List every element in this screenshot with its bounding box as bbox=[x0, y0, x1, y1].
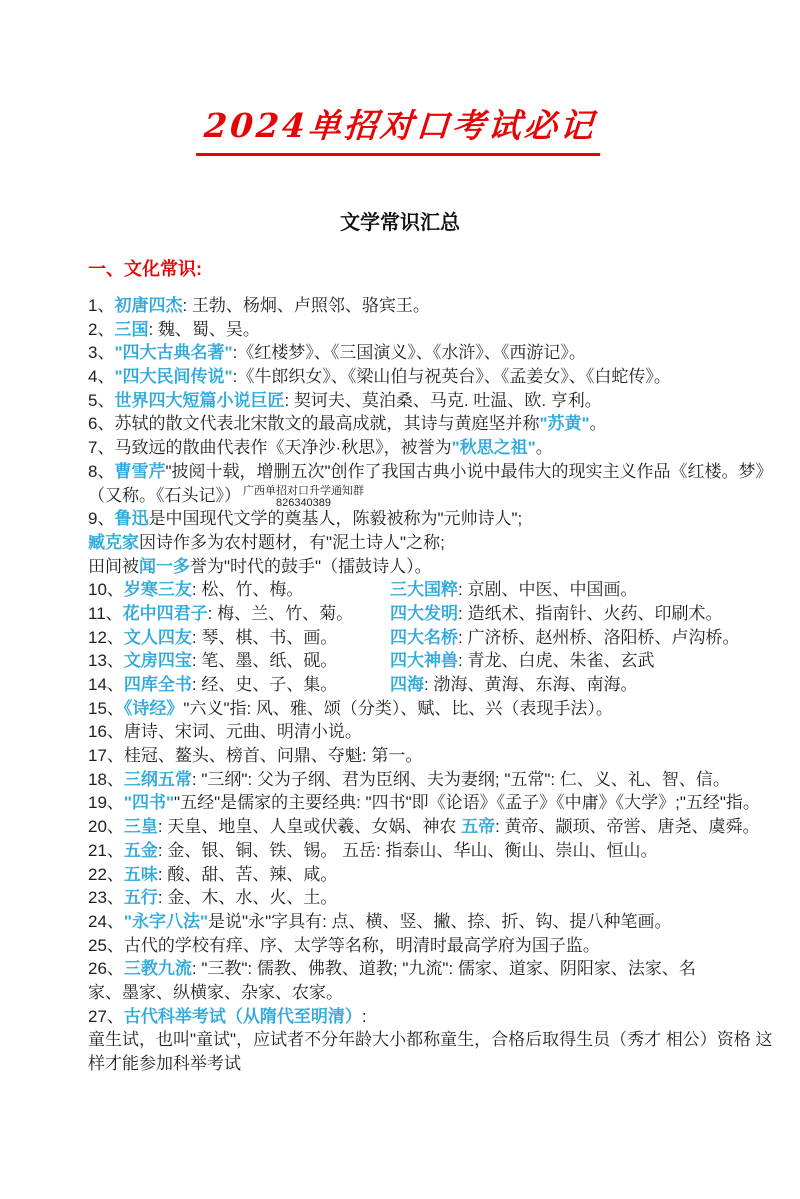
body-text: 3、 bbox=[88, 343, 115, 363]
body-text: 2、 bbox=[88, 319, 115, 339]
highlighted-term: "永字八法" bbox=[123, 911, 209, 931]
list-line bbox=[88, 531, 748, 555]
body-text: 4、 bbox=[88, 367, 115, 387]
list-line bbox=[88, 697, 748, 721]
body-text: : 松、竹、梅。 bbox=[191, 580, 304, 600]
body-text: 家、墨家、纵横家、杂家、农家。 bbox=[88, 982, 343, 1002]
list-line bbox=[88, 484, 748, 508]
body-text: 童生试，也叫"童试"，应试者不分年龄大小都称童生，合格后取得生员（秀才 相公）资格 这 bbox=[88, 1030, 773, 1050]
body-text: : 梅、兰、竹、菊。 bbox=[207, 603, 354, 623]
body-text: 因诗作多为农村题材，有"泥土诗人"之称; bbox=[139, 532, 445, 552]
highlighted-term: "四大民间传说" bbox=[114, 367, 233, 387]
body-text: : 经、史、子、集。 bbox=[191, 675, 338, 694]
highlighted-term: 三国 bbox=[114, 319, 149, 339]
highlighted-term: "四大古典名著" bbox=[114, 343, 233, 363]
list-line bbox=[88, 649, 748, 673]
list-line bbox=[88, 389, 748, 413]
body-text: : 琴、棋、书、画。 bbox=[191, 627, 338, 647]
highlighted-term: 三皇 bbox=[123, 817, 158, 837]
body-text: : 魏、蜀、吴。 bbox=[148, 319, 260, 339]
highlighted-term: 四大神兽 bbox=[390, 651, 458, 671]
body-text: : 天皇、地皇、人皇或伏羲、女娲、神农 bbox=[157, 817, 462, 837]
title-block bbox=[0, 100, 800, 156]
highlighted-term: 文人四友 bbox=[123, 627, 192, 647]
second-column bbox=[390, 626, 739, 650]
body-text: "六义"指: 风、雅、颂（分类）、赋、比、兴（表现手法）。 bbox=[183, 698, 613, 718]
body-text: 24、 bbox=[88, 911, 124, 931]
body-text: : 金、木、水、火、土。 bbox=[157, 888, 338, 908]
group-annotation-name: 广西单招对口升学通知群 bbox=[243, 484, 364, 497]
body-text: "五经"是儒家的主要经典: "四书"即《论语》《孟子》《中庸》《大学》;"五经"指。 bbox=[174, 793, 760, 813]
list-line bbox=[88, 1052, 748, 1076]
body-text: 是中国现代文学的奠基人，陈毅被称为"元帅诗人"; bbox=[148, 509, 523, 529]
list-line bbox=[88, 981, 748, 1005]
body-text: : 渤海、黄海、东海、南海。 bbox=[424, 675, 638, 694]
subtitle: 文学常识汇总 bbox=[340, 212, 460, 234]
list-line bbox=[88, 886, 748, 910]
list-line bbox=[88, 957, 748, 981]
list-line bbox=[88, 839, 748, 863]
body-text: 12、 bbox=[88, 627, 124, 647]
body-text: 14、 bbox=[88, 675, 124, 694]
list-line bbox=[88, 412, 748, 436]
body-text: 20、 bbox=[88, 817, 124, 837]
highlighted-term: "苏黄" bbox=[539, 414, 590, 434]
body-text: : "三纲": 父为子纲、君为臣纲、夫为妻纲; "五常": 仁、义、礼、智、信。 bbox=[191, 769, 730, 789]
highlighted-term: 四库全书 bbox=[123, 675, 192, 694]
body-text: 田间被 bbox=[88, 556, 139, 576]
body-text: 11、 bbox=[88, 603, 123, 623]
list-line bbox=[88, 863, 748, 887]
body-text: 誉为"时代的鼓手"（擂鼓诗人）。 bbox=[190, 556, 432, 576]
body-text: 10、 bbox=[88, 580, 124, 600]
body-text: 样才能参加科举考试 bbox=[88, 1054, 241, 1073]
body-text: 。 bbox=[535, 438, 553, 458]
highlighted-term: 五行 bbox=[123, 888, 158, 908]
highlighted-term: 花中四君子 bbox=[122, 603, 208, 623]
body-text: : 黄帝、颛顼、帝喾、唐尧、虞舜。 bbox=[495, 817, 760, 837]
body-text: : 酸、甜、苦、辣、咸。 bbox=[157, 864, 338, 884]
list-line bbox=[88, 507, 748, 531]
list-line bbox=[88, 341, 748, 365]
body-text: : 青龙、白虎、朱雀、玄武 bbox=[458, 651, 655, 671]
body-text: : 京剧、中医、中国画。 bbox=[458, 580, 638, 600]
body-text: :《红楼梦》、《三国演义》、《水浒》、《西游记》。 bbox=[232, 343, 586, 363]
body-text: 25、古代的学校有痒、序、太学等名称，明清时最高学府为国子监。 bbox=[88, 935, 600, 955]
list-line bbox=[88, 460, 773, 484]
highlighted-term: 五味 bbox=[123, 864, 158, 884]
second-column bbox=[390, 602, 722, 626]
body-text: 18、 bbox=[88, 769, 124, 789]
list-line bbox=[88, 673, 748, 697]
body-text: 是说"永"字具有: 点、横、竖、撇、捺、折、钩、提八种笔画。 bbox=[208, 911, 672, 931]
body-text: : "三教": 儒教、佛教、道教; "九流": 儒家、道家、阴阳家、法家、名 bbox=[191, 959, 696, 979]
second-column bbox=[390, 578, 637, 602]
highlighted-term: 臧克家 bbox=[88, 532, 139, 552]
body-text: : 广济桥、赵州桥、洛阳桥、卢沟桥。 bbox=[458, 627, 740, 647]
body-text: 27、 bbox=[88, 1006, 124, 1026]
body-text: : 金、银、铜、铁、锡。 五岳: 指泰山、华山、衡山、崇山、恒山。 bbox=[157, 840, 658, 860]
highlighted-term: 世界四大短篇小说巨匠 bbox=[114, 390, 285, 410]
highlighted-term: 古代科举考试（从隋代至明清） bbox=[123, 1006, 362, 1026]
body-text: : 契诃夫、莫泊桑、马克. 吐温、欧. 亨利。 bbox=[284, 390, 602, 410]
list-content bbox=[88, 294, 773, 1076]
body-text: 16、唐诗、宋词、元曲、明清小说。 bbox=[88, 722, 362, 742]
list-line bbox=[88, 602, 748, 626]
body-text: : 笔、墨、纸、砚。 bbox=[191, 651, 338, 671]
highlighted-term: 文房四宝 bbox=[123, 651, 192, 671]
highlighted-term: 五金 bbox=[123, 840, 158, 860]
list-line bbox=[88, 1005, 748, 1029]
body-text: 26、 bbox=[88, 959, 124, 979]
second-column bbox=[390, 649, 654, 673]
list-line bbox=[88, 436, 748, 460]
group-annotation-number: 826340389 bbox=[275, 496, 332, 509]
section-heading: 一、文化常识: bbox=[88, 259, 202, 279]
body-text: "披阅十载，增删五次"创作了我国古典小说中最伟大的现实主义作品《红楼。梦》 bbox=[165, 461, 773, 481]
highlighted-term: 鲁迅 bbox=[114, 509, 149, 529]
second-column bbox=[390, 673, 637, 697]
body-text: 7、马致远的散曲代表作《天净沙·秋思》，被誉为 bbox=[88, 438, 452, 458]
body-text: : 王勃、杨炯、卢照邻、骆宾王。 bbox=[182, 296, 430, 315]
group-annotation bbox=[243, 486, 364, 509]
body-text: 22、 bbox=[88, 864, 124, 884]
body-text: 13、 bbox=[88, 651, 124, 671]
highlighted-term: 三纲五常 bbox=[123, 769, 192, 789]
list-line bbox=[88, 1028, 773, 1052]
body-text: 1、 bbox=[88, 296, 115, 315]
list-line bbox=[88, 555, 748, 579]
body-text: :《牛郎织女》、《梁山伯与祝英台》、《孟姜女》、《白蛇传》。 bbox=[232, 367, 671, 387]
body-text: : bbox=[361, 1006, 367, 1026]
body-text: 23、 bbox=[88, 888, 124, 908]
body-text: 。 bbox=[589, 414, 607, 434]
highlighted-term: 曹雪芹 bbox=[114, 461, 166, 481]
highlighted-term: 闻一多 bbox=[139, 556, 190, 576]
body-text: : 造纸术、指南针、火药、印刷术。 bbox=[458, 603, 723, 623]
body-text: 9、 bbox=[88, 509, 115, 529]
highlighted-term: 岁寒三友 bbox=[123, 580, 192, 600]
list-line bbox=[88, 768, 748, 792]
list-line bbox=[88, 815, 760, 839]
highlighted-term: "四书" bbox=[123, 793, 175, 813]
highlighted-term: 三教九流 bbox=[123, 959, 192, 979]
list-line bbox=[88, 934, 748, 958]
list-line bbox=[88, 626, 748, 650]
highlighted-term: 四大发明 bbox=[390, 603, 458, 623]
highlighted-term: 四大名桥 bbox=[390, 627, 458, 647]
document-page bbox=[0, 100, 800, 1199]
highlighted-term: 五帝 bbox=[461, 817, 496, 837]
highlighted-term: 初唐四杰 bbox=[114, 296, 183, 315]
highlighted-term: 四海 bbox=[390, 675, 424, 694]
body-text: 21、 bbox=[88, 840, 124, 860]
highlighted-term: "秋思之祖" bbox=[451, 438, 536, 458]
list-line bbox=[88, 791, 760, 815]
highlighted-term: 三大国粹 bbox=[390, 580, 458, 600]
list-line bbox=[88, 294, 748, 318]
list-line bbox=[88, 720, 748, 744]
body-text: 19、 bbox=[88, 793, 124, 813]
body-text: 6、苏轼的散文代表北宋散文的最高成就，其诗与黄庭坚并称 bbox=[88, 414, 540, 434]
body-text: （又称。《石头记》） bbox=[88, 485, 241, 505]
list-line bbox=[88, 578, 748, 602]
list-line bbox=[88, 318, 748, 342]
list-line bbox=[88, 365, 748, 389]
body-text: 15、 bbox=[88, 698, 124, 718]
body-text: 5、 bbox=[88, 390, 115, 410]
highlighted-term: 《诗经》 bbox=[123, 698, 184, 718]
list-line bbox=[88, 910, 748, 934]
body-text: 17、桂冠、鳌头、榜首、问鼎、夺魁: 第一。 bbox=[88, 746, 423, 766]
list-line bbox=[88, 744, 748, 768]
page-title: 2024单招对口考试必记 bbox=[196, 100, 604, 156]
body-text: 8、 bbox=[88, 461, 115, 481]
